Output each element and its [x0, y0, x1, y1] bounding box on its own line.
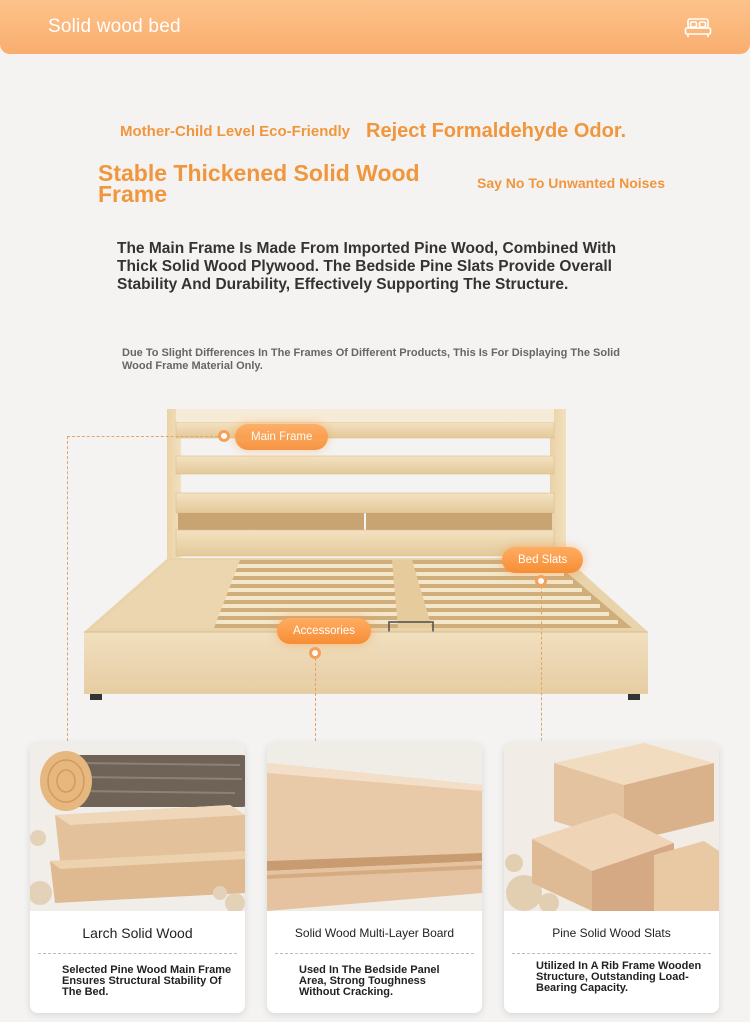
eco-tagline: Mother-Child Level Eco-Friendly — [120, 123, 351, 140]
card-description: Selected Pine Wood Main Frame Ensures Structural Stability Of The Bed. — [62, 964, 232, 998]
disclaimer: Due To Slight Differences In The Frames Of Different Products, This Is For Displaying The Solid Wood Frame Material Only. — [122, 347, 620, 372]
bed-illustration — [0, 400, 750, 710]
headline: Stable Thickened Solid Wood Frame — [98, 160, 420, 207]
header-title: Solid wood bed — [48, 16, 181, 37]
main-frame-marker — [218, 430, 230, 442]
formaldehyde-tagline: Reject Formaldehyde Odor. — [366, 120, 627, 142]
card-title: Pine Solid Wood Slats — [552, 926, 671, 940]
accessories-marker — [309, 647, 321, 659]
pine-slats-photo — [504, 743, 719, 911]
bed-slats-callout[interactable]: Bed Slats — [502, 547, 583, 573]
accessories-callout[interactable]: Accessories — [277, 618, 371, 644]
card-title: Solid Wood Multi-Layer Board — [294, 926, 455, 940]
bed-image — [0, 400, 750, 710]
material-card-larch — [30, 743, 245, 1013]
card-title: Larch Solid Wood — [82, 925, 193, 941]
material-card-pine-slats — [504, 743, 719, 1013]
bed-icon — [684, 17, 712, 39]
noise-tagline: Say No To Unwanted Noises — [477, 175, 665, 191]
card-divider — [512, 953, 711, 954]
header-bar — [0, 0, 750, 54]
card-divider — [38, 953, 237, 954]
main-frame-callout[interactable]: Main Frame — [235, 424, 328, 450]
bed-slats-connector — [541, 586, 542, 746]
main-frame-connector — [67, 436, 68, 746]
card-description: Used In The Bedside Panel Area, Strong Toughness Without Cracking. — [299, 964, 440, 998]
description: The Main Frame Is Made From Imported Pine Wood, Combined With Thick Solid Wood Plywood. The Bedside Pine Slats Provide Overall Stability And Durability, Effectively Supporting The Structure. — [117, 240, 617, 293]
larch-wood-photo — [30, 743, 245, 911]
multilayer-board-photo — [267, 743, 482, 911]
card-description: Utilized In A Rib Frame Wooden Structure, Outstanding Load-Bearing Capacity. — [536, 960, 702, 994]
bed-slats-marker — [535, 575, 547, 587]
card-divider — [275, 953, 474, 954]
accessories-connector — [315, 658, 316, 746]
material-card-multilayer — [267, 743, 482, 1013]
main-frame-connector — [67, 436, 223, 437]
